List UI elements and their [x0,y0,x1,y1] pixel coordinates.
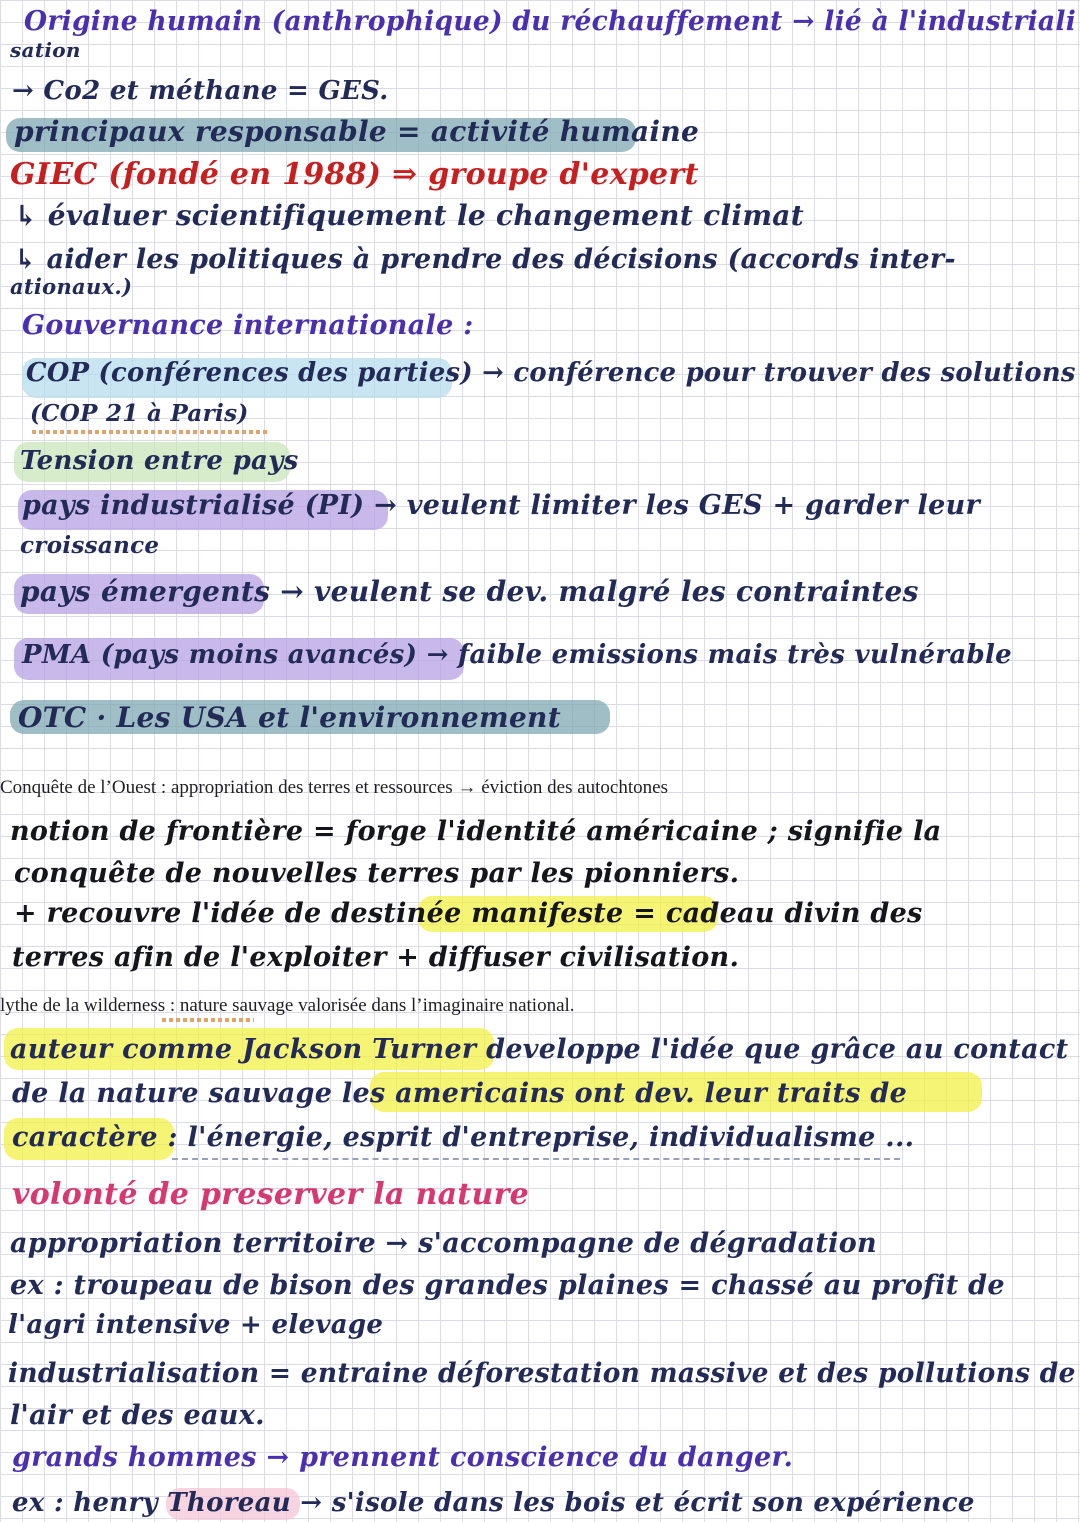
note-line-26: industrialisation = entraine déforestation massive et des pollutions de [8,1358,1076,1389]
note-line-29: ex : henry Thoreau → s'isole dans les bois et écrit son expérience [12,1488,975,1518]
note-line-25: l'agri intensive + elevage [8,1310,384,1340]
printed-line-conquete: Conquête de l’Ouest : appropriation des terres et ressources → éviction des autochtones [0,777,668,798]
note-line-5: ↳ évaluer scientifiquement le changement climat [14,199,804,232]
note-line-12: pays émergents → veulent se dev. malgré les contraintes [20,575,919,608]
note-line-8: COP (conférences des parties) → conférence pour trouver des solutions [26,358,1076,388]
note-line-24: ex : troupeau de bison des grandes plaines = chassé au profit de [10,1270,1005,1301]
underline-cop21 [32,430,268,434]
note-line-11b: croissance [20,532,160,559]
note-line-17: + recouvre l'idée de destinée manifeste = cadeau divin des [14,898,923,929]
note-line-22: volonté de preserver la nature [12,1177,530,1212]
note-line-27: l'air et des eaux. [10,1400,265,1431]
note-line-23: appropriation territoire → s'accompagne de dégradation [10,1228,877,1259]
note-line-4: GIEC (fondé en 1988) ⇒ groupe d'expert [10,157,699,192]
note-line-11: pays industrialisé (PI) → veulent limiter les GES + garder leur [22,490,981,521]
note-line-6b: ationaux.) [10,274,133,299]
note-line-9: (COP 21 à Paris) [30,400,249,427]
note-line-19: auteur comme Jackson Turner developpe l'idée que grâce au contact [10,1034,1069,1065]
note-line-15: notion de frontière = forge l'identité américaine ; signifie la [10,816,942,847]
note-line-28: grands hommes → prennent conscience du danger. [12,1442,794,1473]
note-line-6: ↳ aider les politiques à prendre des décisions (accords inter- [14,244,956,275]
note-line-2: → Co2 et méthane = GES. [12,76,389,106]
note-line-21: caractère : l'énergie, esprit d'entreprise, individualisme ... [12,1122,915,1153]
note-line-7: Gouvernance internationale : [22,310,474,341]
note-line-3: principaux responsable = activité humaine [14,115,700,148]
note-line-13: PMA (pays moins avancés) → faible emissions mais très vulnérable [22,640,1013,670]
note-line-1: Origine humain (anthrophique) du réchauffement → lié à l'industriali [24,6,1077,37]
printed-line-wilderness: lythe de la wilderness : nature sauvage valorisée dans l’imaginaire national. [0,995,575,1016]
note-line-14: OTC · Les USA et l'environnement [18,701,561,734]
note-line-1b: sation [10,38,81,62]
note-line-20: de la nature sauvage les americains ont dev. leur traits de [12,1078,908,1109]
note-line-16: conquête de nouvelles terres par les pionniers. [14,858,740,889]
note-line-18: terres afin de l'exploiter + diffuser civilisation. [12,942,740,973]
dashed-underline-caractere [172,1158,900,1160]
note-line-10: Tension entre pays [20,446,299,476]
underline-wilderness [162,1018,254,1022]
